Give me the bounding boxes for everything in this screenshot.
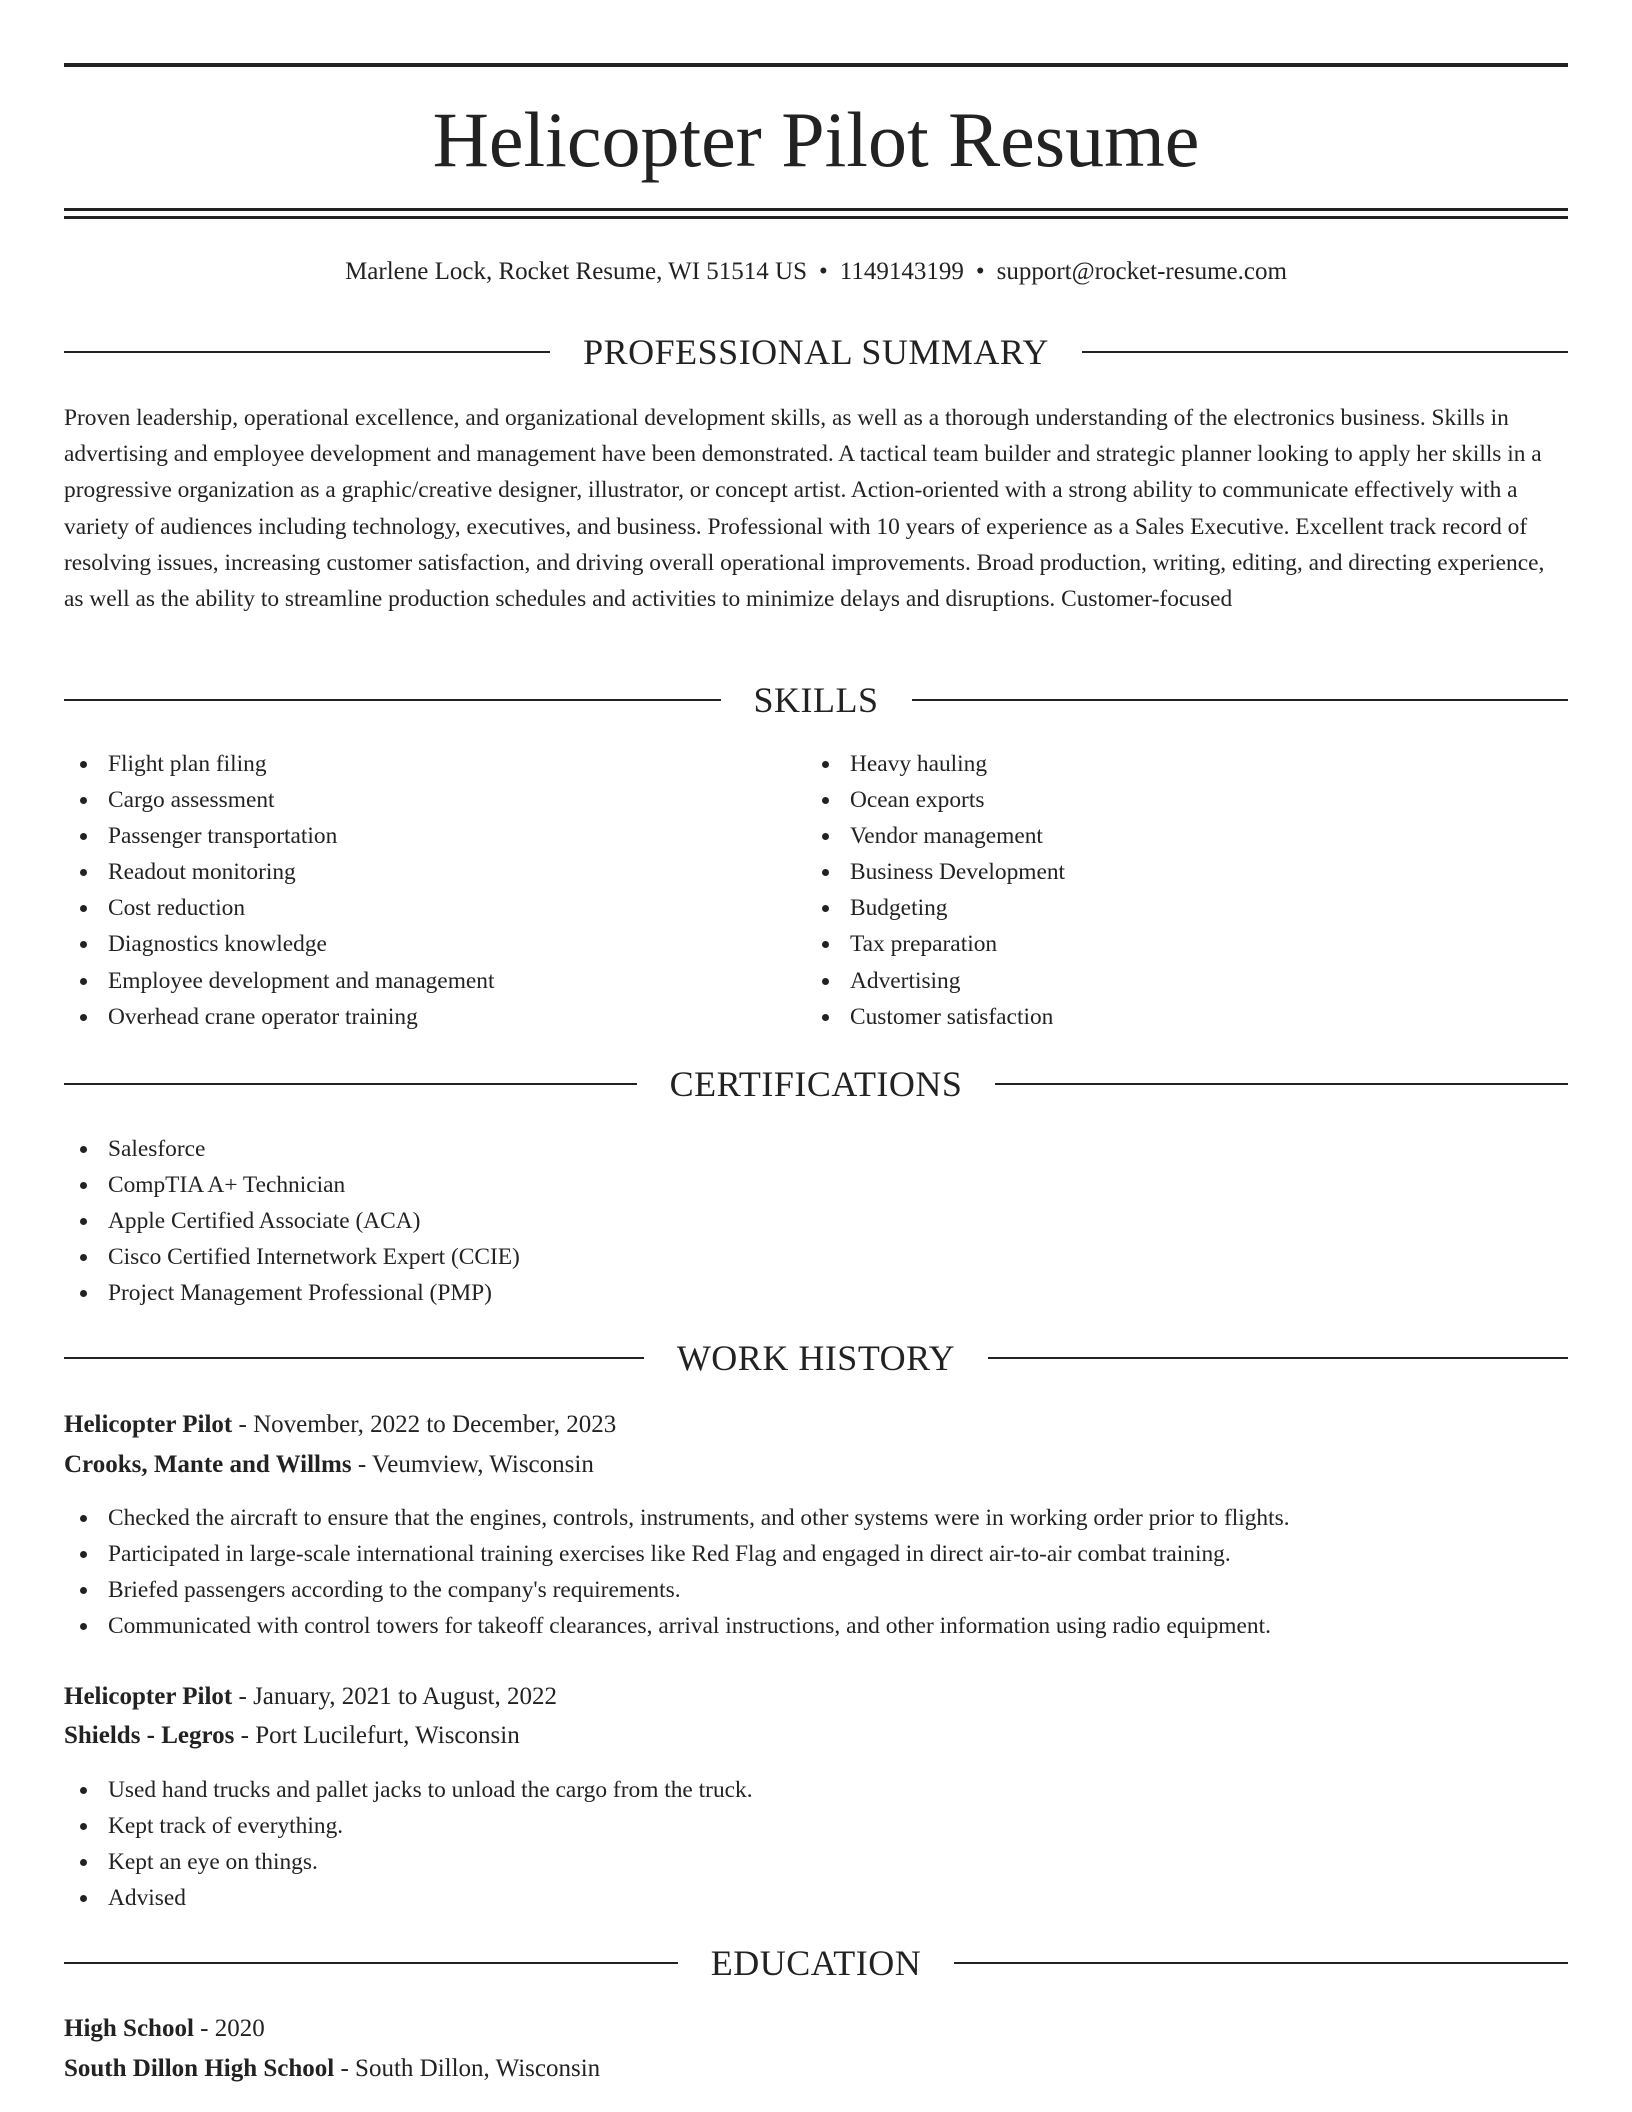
section-title: SKILLS (753, 680, 879, 720)
heading-rule (64, 1962, 678, 1964)
skill-item: Budgeting (806, 890, 1065, 926)
heading-rule (64, 1083, 637, 1085)
certification-item: Project Management Professional (PMP) (64, 1275, 520, 1311)
section-heading-work-history (64, 1336, 1568, 1380)
section-title: PROFESSIONAL SUMMARY (583, 332, 1049, 372)
job-dates: - January, 2021 to August, 2022 (232, 1683, 557, 1710)
top-rule (64, 63, 1568, 67)
title-rule-upper (64, 208, 1568, 211)
job-company-line (64, 1447, 1568, 1483)
job-duty: Kept an eye on things. (64, 1844, 753, 1880)
section-title: EDUCATION (710, 1943, 922, 1983)
skill-item: Business Development (806, 854, 1065, 890)
job-duties-list (64, 1772, 753, 1916)
education-year: - 2020 (193, 2015, 265, 2042)
skill-item: Employee development and management (64, 963, 494, 999)
heading-rule (64, 699, 721, 701)
job-dates: - November, 2022 to December, 2023 (232, 1411, 617, 1438)
education-location: - South Dillon, Wisconsin (334, 2055, 601, 2082)
job-duty: Briefed passengers according to the company's requirements. (64, 1572, 1290, 1608)
contact-separator: • (819, 258, 828, 285)
certifications-list (64, 1131, 520, 1311)
job-title: Helicopter Pilot (64, 1411, 233, 1438)
job-duty: Checked the aircraft to ensure that the engines, controls, instruments, and other systems were in working order prior to flights. (64, 1500, 1290, 1536)
skill-item: Overhead crane operator training (64, 999, 494, 1035)
certification-item: Salesforce (64, 1131, 520, 1167)
contact-address: Marlene Lock, Rocket Resume, WI 51514 US (345, 258, 808, 285)
contact-separator: • (975, 258, 985, 285)
heading-rule (954, 1962, 1568, 1964)
certification-item: Cisco Certified Internetwork Expert (CCIE) (64, 1239, 520, 1275)
skill-item: Flight plan filing (64, 746, 494, 782)
certification-item: CompTIA A+ Technician (64, 1167, 520, 1203)
education-degree: High School (64, 2015, 194, 2042)
skill-item: Passenger transportation (64, 818, 494, 854)
education-school: South Dillon High School (64, 2055, 335, 2082)
contact-phone: 1149143199 (839, 258, 964, 285)
page-title: Helicopter Pilot Resume (432, 96, 1200, 183)
education-school-line (64, 2051, 1568, 2087)
heading-rule (995, 1083, 1568, 1085)
skill-item: Vendor management (806, 818, 1065, 854)
job-title: Helicopter Pilot (64, 1683, 233, 1710)
skill-item: Diagnostics knowledge (64, 926, 494, 962)
certification-item: Apple Certified Associate (ACA) (64, 1203, 520, 1239)
section-heading-skills (64, 678, 1568, 722)
skills-list-right (806, 746, 1065, 1035)
job-company-line (64, 1718, 1568, 1754)
job-company: Shields - Legros (64, 1722, 235, 1749)
heading-rule (912, 699, 1569, 701)
skill-item: Heavy hauling (806, 746, 1065, 782)
skill-item: Readout monitoring (64, 854, 494, 890)
heading-rule (64, 351, 550, 353)
job-location: - Veumview, Wisconsin (351, 1451, 594, 1478)
skill-item: Tax preparation (806, 926, 1065, 962)
heading-rule (988, 1357, 1568, 1359)
job-duties-list (64, 1500, 1290, 1644)
skill-item: Cargo assessment (64, 782, 494, 818)
job-duty: Kept track of everything. (64, 1808, 753, 1844)
job-location: - Port Lucilefurt, Wisconsin (234, 1722, 520, 1749)
skill-item: Ocean exports (806, 782, 1065, 818)
title-rule-lower (64, 216, 1568, 219)
section-title: CERTIFICATIONS (669, 1064, 963, 1104)
contact-email: support@rocket-resume.com (996, 258, 1287, 285)
section-heading-certifications (64, 1062, 1568, 1106)
job-duty: Advised (64, 1880, 753, 1916)
job-duty: Used hand trucks and pallet jacks to unload the cargo from the truck. (64, 1772, 753, 1808)
heading-rule (64, 1357, 644, 1359)
job-title-line (64, 1407, 1568, 1443)
job-duty: Communicated with control towers for takeoff clearances, arrival instructions, and other information using radio equipment. (64, 1608, 1290, 1644)
skill-item: Customer satisfaction (806, 999, 1065, 1035)
skill-item: Advertising (806, 963, 1065, 999)
skill-item: Cost reduction (64, 890, 494, 926)
heading-rule (1082, 351, 1568, 353)
summary-text: Proven leadership, operational excellence, and organizational development skills, as well as a thorough understanding of the electronics business. Skills in advertising and employee development and management have been demonstrated. A tactical team builder and strategic planner looking to apply her skills in a progressive organization as a graphic/creative designer, illustrator, or concept artist. Action-oriented with a strong ability to communicate effectively with a variety of audiences including technology, executives, and business. Professional with 10 years of experience as a Sales Executive. Excellent track record of resolving issues, increasing customer satisfaction, and driving overall operational improvements. Broad production, writing, editing, and directing experience, as well as the ability to streamline production schedules and activities to minimize delays and disruptions. Customer-focused (64, 405, 1545, 613)
education-degree-line (64, 2011, 1568, 2047)
job-title-line (64, 1679, 1568, 1715)
section-title: WORK HISTORY (676, 1338, 956, 1378)
contact-line (64, 254, 1568, 290)
skills-list-left (64, 746, 494, 1035)
job-duty: Participated in large-scale international training exercises like Red Flag and engaged in direct air-to-air combat training. (64, 1536, 1290, 1572)
section-heading-summary (64, 330, 1568, 374)
section-heading-education (64, 1941, 1568, 1985)
job-company: Crooks, Mante and Willms (64, 1451, 352, 1478)
